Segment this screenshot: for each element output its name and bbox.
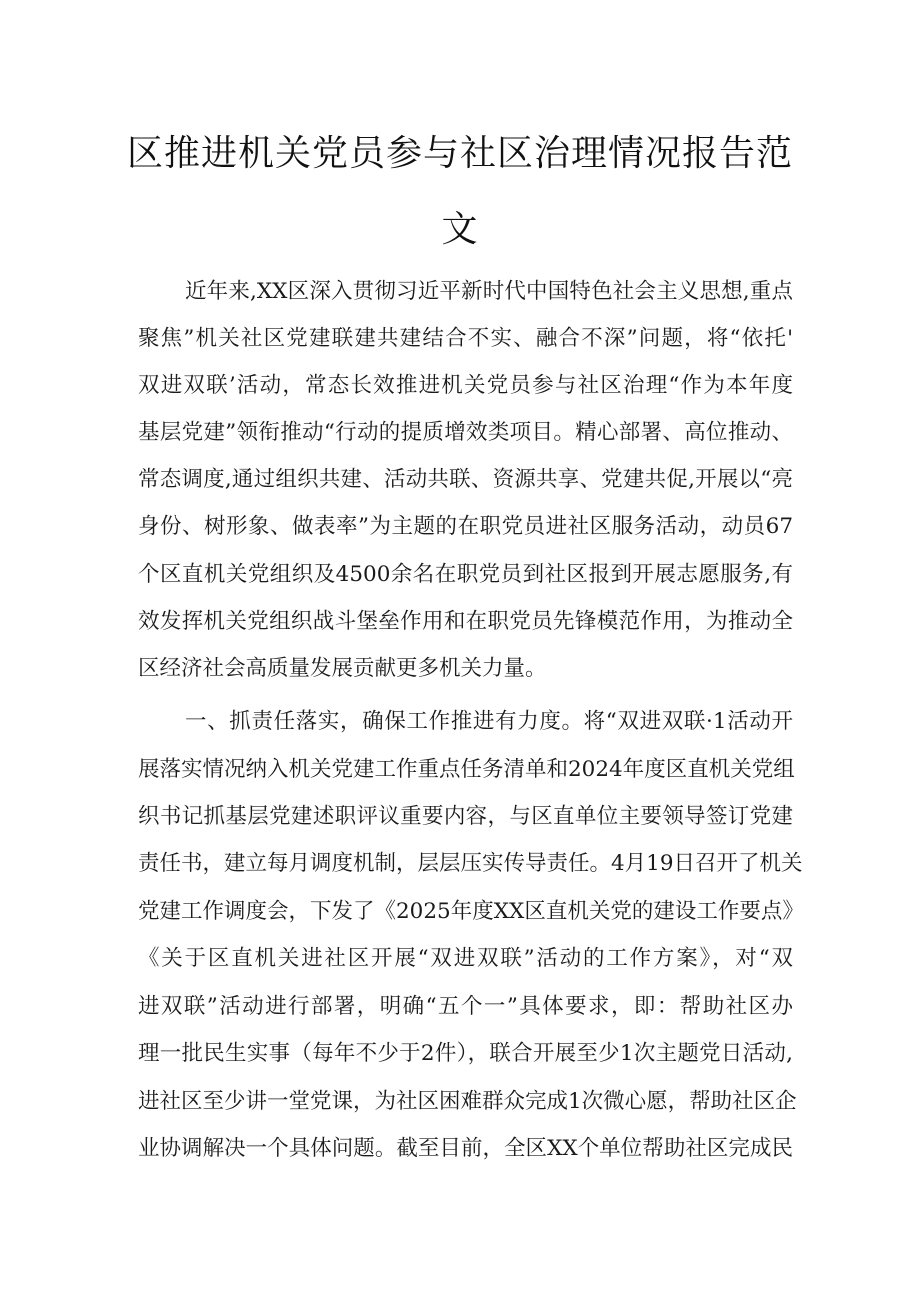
paragraph-2-line-4: 责任书，建立每月调度机制，层层压实传导责任。4月19日召开了机关 [138, 851, 803, 876]
paragraph-1-line-9: 区经济社会高质量发展贡献更多机关力量。 [138, 656, 547, 681]
paragraph-2-line-10: 业协调解决一个具体问题。截至目前，全区XX个单位帮助社区完成民 [138, 1136, 793, 1161]
paragraph-1-line-7: 个区直机关党组织及4500余名在职党员到社区报到开展志愿服务,有 [138, 562, 793, 587]
paragraph-1-line-1: 近年来,XX区深入贯彻习近平新时代中国特色社会主义思想,重点 [185, 279, 793, 304]
paragraph-2-line-7: 进双联”活动进行部署，明确“五个一”具体要求，即：帮助社区办 [138, 994, 793, 1019]
paragraph-1-line-5: 常态调度,通过组织共建、活动共联、资源共享、党建共促,开展以“亮 [138, 467, 793, 492]
paragraph-2-line-1: 一、抓责任落实，确保工作推进有力度。将“双进双联·1活动开 [185, 709, 793, 734]
paragraph-1-line-3: 双进双联’活动，常态长效推进机关党员参与社区治理“作为本年度 [138, 373, 793, 398]
paragraph-2-line-3: 织书记抓基层党建述职评议重要内容，与区直单位主要领导签订党建 [138, 804, 793, 829]
document-title-line-2: 文 [441, 209, 479, 250]
paragraph-1-line-2: 聚焦”机关社区党建联建共建结合不实、融合不深”问题，将“依托' [138, 326, 793, 351]
paragraph-2-line-2: 展落实情况纳入机关党建工作重点任务清单和2024年度区直机关党组 [138, 757, 795, 782]
paragraph-2-line-6: 《关于区直机关进社区开展“双进双联”活动的工作方案》，对“双 [138, 946, 793, 971]
paragraph-2-line-5: 党建工作调度会，下发了《2025年度XX区直机关党的建设工作要点》 [138, 899, 804, 924]
paragraph-1-line-8: 效发挥机关党组织战斗堡垒作用和在职党员先锋模范作用，为推动全 [138, 609, 793, 634]
paragraph-2-line-9: 进社区至少讲一堂党课，为社区困难群众完成1次微心愿，帮助社区企 [138, 1089, 797, 1114]
paragraph-1-line-4: 基层党建”领衔推动“行动的提质增效类项目。精心部署、高位推动、 [138, 420, 793, 445]
document-title-line-1: 区推进机关党员参与社区治理情况报告范 [126, 133, 793, 174]
paragraph-2-line-8: 理一批民生实事（每年不少于2件），联合开展至少1次主题党日活动, [138, 1041, 793, 1066]
paragraph-1-line-6: 身份、树形象、做表率”为主题的在职党员进社区服务活动，动员67 [138, 514, 793, 539]
